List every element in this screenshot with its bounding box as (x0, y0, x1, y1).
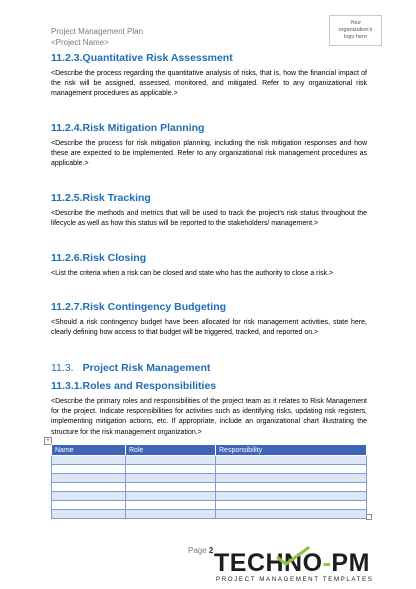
table-header-row (52, 445, 367, 456)
table-cell[interactable] (52, 465, 126, 474)
heading-project-risk-management (51, 362, 210, 374)
table-cell[interactable] (216, 465, 367, 474)
brand-logo (214, 549, 404, 585)
table-cell[interactable] (126, 483, 216, 492)
table-row (52, 483, 367, 492)
table-row (52, 456, 367, 465)
heading-quantitative-risk-assessment: 11.2.3.Quantitative Risk Assessment (51, 52, 233, 64)
column-header-name: Name (52, 445, 126, 456)
table-cell[interactable] (126, 492, 216, 501)
table-cell[interactable] (52, 456, 126, 465)
brand-name-left: TECHNO (214, 549, 323, 577)
section-number: 11.3. (51, 362, 74, 374)
paragraph-risk-contingency-budgeting: <Should a risk contingency budget have been allocated for risk management activities, state here, clearly defining how access to that budget will be triggered, tracked, and reported on.> (51, 319, 367, 337)
logo-placeholder-text: Your organization's logo here (338, 20, 373, 40)
paragraph-risk-closing: <List the criteria when a risk can be closed and state who has the authority to close a risk.> (51, 270, 334, 277)
table-row (52, 501, 367, 510)
table-cell[interactable] (52, 510, 126, 519)
page-header (51, 26, 143, 48)
checkmark-swoosh-icon (276, 546, 310, 566)
heading-risk-closing: 11.2.6.Risk Closing (51, 252, 147, 264)
table-cell[interactable] (52, 474, 126, 483)
roles-responsibilities-table (51, 444, 367, 519)
table-cell[interactable] (126, 501, 216, 510)
table-row (52, 465, 367, 474)
heading-risk-contingency-budgeting: 11.2.7.Risk Contingency Budgeting (51, 301, 227, 313)
page-number: 2 (208, 546, 214, 555)
paragraph-roles-and-responsibilities: <Describe the primary roles and responsibilities of the project team as it relates to Risk Management for the project. Indicate responsibilities for activities such as identifying risks, updating risk registers, implementing mitigation actions, etc. If appropriate, include an organizational chart illustrating the structure for the risk management organization.> (51, 398, 367, 436)
heading-risk-tracking: 11.2.5.Risk Tracking (51, 192, 151, 204)
brand-name-dash: - (322, 549, 332, 577)
brand-tagline: PROJECT MANAGEMENT TEMPLATES (216, 576, 374, 583)
table-cell[interactable] (126, 510, 216, 519)
column-header-responsibility: Responsibility (216, 445, 367, 456)
table-row (52, 492, 367, 501)
table-cell[interactable] (216, 456, 367, 465)
page-number-footer (188, 546, 213, 555)
table-cell[interactable] (216, 492, 367, 501)
table-cell[interactable] (52, 492, 126, 501)
table-move-handle-icon[interactable]: + (44, 437, 52, 445)
table-cell[interactable] (216, 510, 367, 519)
paragraph-risk-mitigation-planning: <Describe the process for risk mitigation planning, including the risk mitigation responses and how these are expected to be implemented. Refer to any organizational risk management procedures as applicable.> (51, 140, 367, 168)
heading-roles-and-responsibilities: 11.3.1.Roles and Responsibilities (51, 380, 217, 392)
brand-name-right: PM (331, 549, 370, 577)
table-cell[interactable] (126, 456, 216, 465)
column-header-role: Role (126, 445, 216, 456)
logo-placeholder (329, 15, 382, 46)
heading-risk-mitigation-planning: 11.2.4.Risk Mitigation Planning (51, 122, 205, 134)
document-title: Project Management Plan (51, 27, 144, 36)
project-name: <Project Name> (51, 38, 109, 47)
table-cell[interactable] (126, 474, 216, 483)
table-cell[interactable] (52, 483, 126, 492)
table-resize-handle[interactable] (366, 514, 372, 520)
table-cell[interactable] (216, 474, 367, 483)
table-cell[interactable] (216, 501, 367, 510)
section-title: Project Risk Management (82, 362, 211, 374)
table-cell[interactable] (52, 501, 126, 510)
table-row (52, 510, 367, 519)
paragraph-quantitative-risk-assessment: <Describe the process regarding the quantitative analysis of risks, that is, how the financial impact of the risk will be assigned, assessed, monitored, and mitigated. Refer to any organizational risk management procedures as applicable.> (51, 70, 367, 98)
paragraph-risk-tracking: <Describe the methods and metrics that will be used to track the project's risk status throughout the lifecycle as well as how this status will be reported to the stakeholders/ management.> (51, 210, 367, 228)
table-cell[interactable] (216, 483, 367, 492)
table-row (52, 474, 367, 483)
page-label: Page (188, 546, 207, 555)
table-cell[interactable] (126, 465, 216, 474)
